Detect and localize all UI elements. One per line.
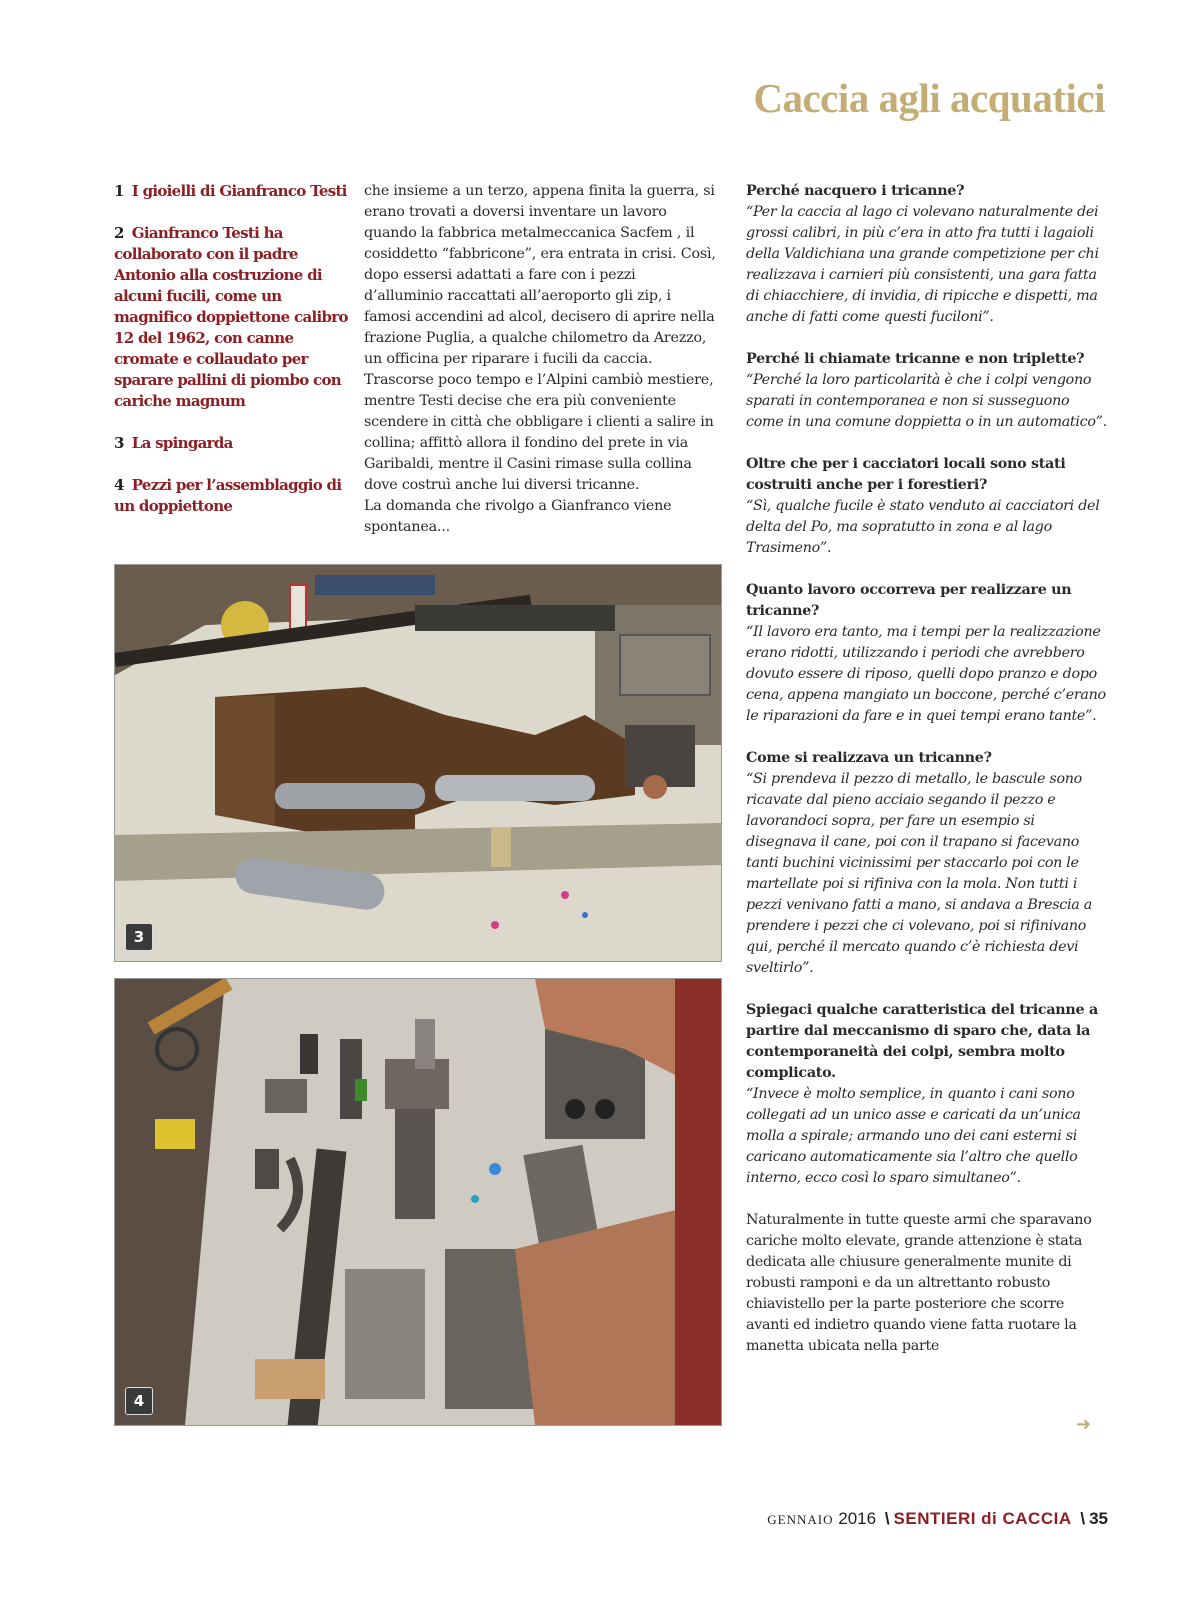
section-title: Caccia agli acquatici [753,75,1105,121]
caption-text: Gianfranco Testi ha collaborato con il padre Antonio alla costruzione di alcuni fucili, come un magnifico doppiettone calibro 12 del 1962, con canne cromate e collaudato per sparare pallini di piombo con cariche magnum [114,224,348,410]
caption-text: Pezzi per l’assemblaggio di un doppiettone [114,476,342,515]
caption-3 [114,433,354,454]
interview-question: Spiegaci qualche caratteristica del tricanne a partire dal meccanismo di sparo che, data la contemporaneità dei colpi, sembra molto complicato. [746,1002,1098,1081]
photo-4 [114,978,722,1426]
paragraph: che insieme a un terzo, appena finita la guerra, si erano trovati a doversi inventare un lavoro quando la fabbrica metalmeccanica Sacfem , il cosiddetto “fabbricone”, era entrata in crisi. Così, dopo essersi adattati a fare con i pezzi d’alluminio raccattati all’aeroporto gli zip, i famosi accendini ad alcol, decisero di aprire nella frazione Puglia, a qualche chilometro da Arezzo, un officina per riparare i fucili da caccia. Trascorse poco tempo e l’Alpini cambiò mestiere, mentre Testi decise che era più conveniente scendere in città che obbligare i clienti a salire in collina; affittò allora il fondino del prete in via Garibaldi, mentre il Casini rimase sulla collina dove costruì anche lui diversi tricanne. [364,183,716,493]
interview-question: Come si realizzava un tricanne? [746,750,992,766]
interview-answer: “Sì, qualche fucile è stato venduto ai cacciatori del delta del Po, ma sopratutto in zona e al lago Trasimeno”. [746,498,1100,556]
caption-number: 2 [114,224,124,242]
interview-question: Perché li chiamate tricanne e non triplette? [746,351,1085,367]
caption-text: La spingarda [131,434,233,452]
arrow-right-icon: ➜ [1076,1414,1092,1435]
interview-answer: “Si prendeva il pezzo di metallo, le bascule sono ricavate dal pieno acciaio segando il pezzo e lavorandoci sopra, per fare un esempio si disegnava il cane, poi con il trapano si facevano tanti buchini vicinissimi per staccarlo poi con le martellate poi si rifiniva con la mola. Non tutti i pezzi venivano fatti a mano, si andava a Brescia a prendere i pezzi che ci volevano, poi si rifinivano qui, perché il mercato quando c’è richiesta devi sveltirlo”. [746,771,1092,976]
footer-month: GENNAIO [767,1512,834,1527]
caption-text: I gioielli di Gianfranco Testi [131,182,347,200]
photo-3 [114,564,722,962]
interview-answer: “Il lavoro era tanto, ma i tempi per la realizzazione erano ridotti, utilizzando i periodi che avrebbero dovuto essere di riposo, quelli dopo pranzo e dopo cena, appena mangiato un boccone, perché c’erano le riparazioni da fare e in quei tempi erano tante”. [746,624,1106,724]
interview-question: Quanto lavoro occorreva per realizzare un tricanne? [746,582,1072,619]
caption-2 [114,223,354,412]
footer-separator: \ [1080,1509,1086,1528]
photo-gun-parts [115,979,721,1425]
interview-column [746,181,1108,1357]
magazine-name: SENTIERI di CACCIA [893,1509,1072,1528]
interview-question: Oltre che per i cacciatori locali sono stati costruiti anche per i forestieri? [746,456,1066,493]
paragraph: La domanda che rivolgo a Gianfranco viene spontanea... [364,498,672,535]
caption-number: 1 [114,182,124,200]
photo-spingarda [115,565,721,961]
interview-question: Perché nacquero i tricanne? [746,183,965,199]
paragraph: Naturalmente in tutte queste armi che sparavano cariche molto elevate, grande attenzione è stata dedicata alle chiusure generalmente munite di robusti ramponi e da un altrettanto robusto chiavistello per la parte posteriore che scorre avanti ed indietro quando viene fatta ruotare la manetta ubicata nella parte [746,1212,1092,1354]
photo-number-badge: 3 [125,923,153,951]
footer-separator: \ [884,1509,890,1528]
interview-answer: “Invece è molto semplice, in quanto i cani sono collegati ad un unico asse e caricati da un’unica molla a spirale; armando uno dei cani esterni si caricano automaticamente sia l’altro che quello interno, ecco così lo sparo simultaneo”. [746,1086,1081,1186]
caption-4 [114,475,354,517]
photo-number-badge: 4 [125,1387,153,1415]
page-footer [767,1509,1108,1529]
caption-number: 4 [114,476,124,494]
page-number: 35 [1089,1509,1108,1528]
caption-1 [114,181,354,202]
caption-number: 3 [114,434,124,452]
photo-captions [114,181,354,538]
interview-answer: “Perché la loro particolarità è che i colpi vengono sparati in contemporanea e non si susseguono come in una comune doppietta o in un automatico”. [746,372,1107,430]
footer-year: 2016 [838,1509,877,1528]
article-column-2 [364,181,716,538]
interview-answer: “Per la caccia al lago ci volevano naturalmente dei grossi calibri, in più c’era in atto fra tutti i lagaioli della Valdichiana una grande competizione per chi realizzava i carnieri più consistenti, una gara fatta di chiacchiere, di invidia, di ripicche e dispetti, ma anche di fatti come questi fuciloni”. [746,204,1099,325]
